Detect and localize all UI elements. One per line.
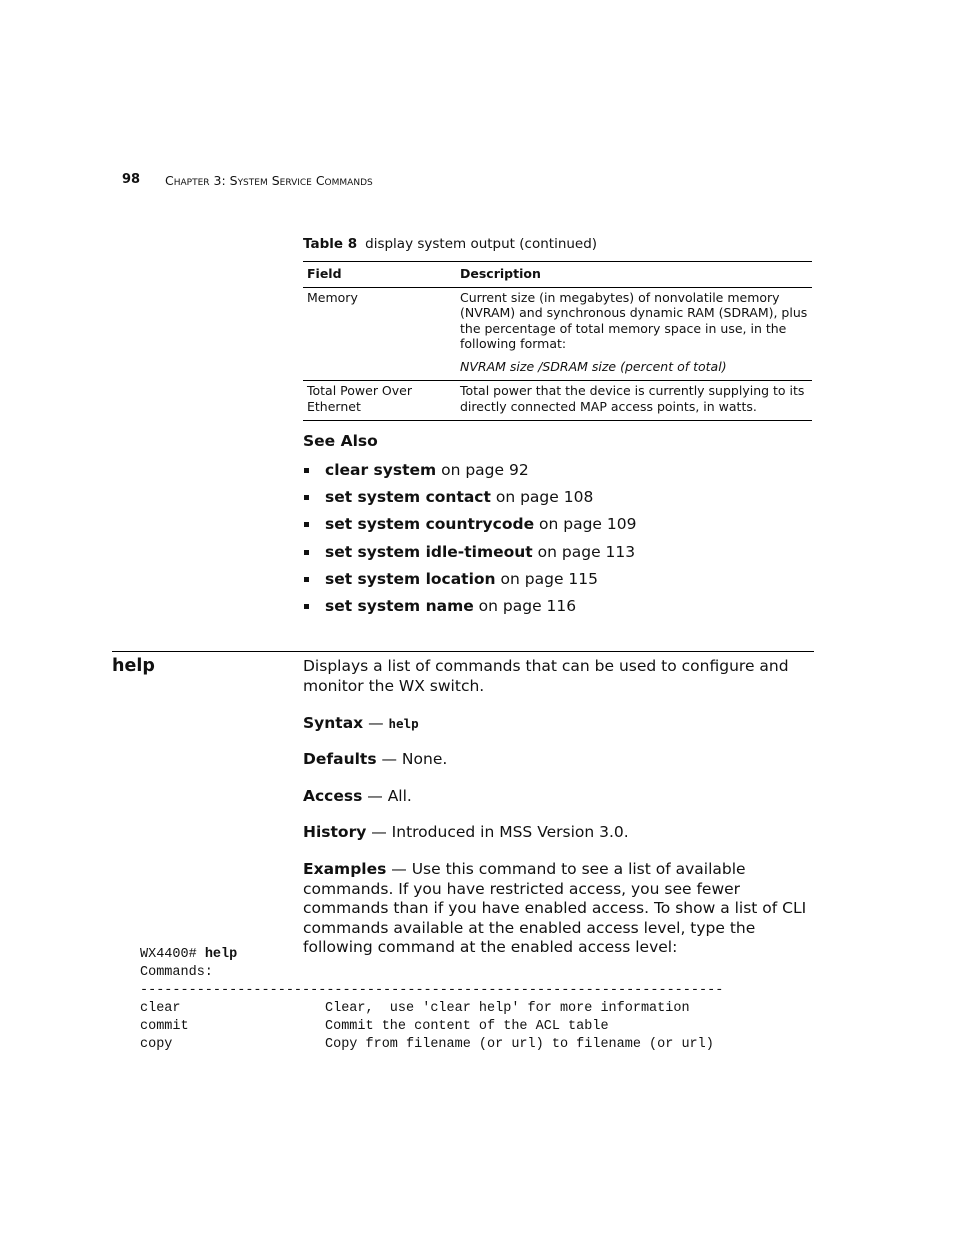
see-also-page-ref: on page 116	[478, 596, 577, 615]
see-also-page-ref: on page 113	[537, 542, 636, 561]
defaults-label: Defaults	[303, 750, 377, 768]
access-text: — All.	[362, 787, 412, 805]
see-also-command-link[interactable]: set system contact	[325, 488, 491, 507]
list-item	[303, 514, 636, 541]
code-cmd-name: commit	[140, 1019, 189, 1034]
table-cell-description	[456, 381, 812, 421]
code-cmd-name: copy	[140, 1037, 173, 1052]
code-example	[140, 946, 723, 1054]
code-line-prompt	[140, 946, 723, 964]
access-label: Access	[303, 787, 363, 805]
see-also-page-ref: on page 92	[441, 461, 529, 479]
column-header-description: Description	[456, 262, 812, 288]
syntax-separator: —	[363, 714, 389, 732]
see-also-command-link[interactable]: set system countrycode	[325, 515, 535, 534]
examples-paragraph	[303, 860, 815, 958]
code-cmd-desc: Clear, use 'clear help' for more information	[325, 1001, 690, 1016]
table-header-row	[303, 262, 812, 288]
table-cell-field: Memory	[303, 287, 456, 381]
poe-description: Total power that the device is currently supplying to its directly connected MAP access points, in watts.	[460, 383, 805, 414]
syntax-line	[303, 714, 815, 734]
memory-format: NVRAM size /SDRAM size (percent of total)	[460, 358, 727, 374]
list-item	[303, 460, 636, 487]
bullet-icon	[304, 577, 309, 582]
see-also-command-link[interactable]: set system name	[325, 596, 474, 615]
chapter-title	[165, 173, 373, 188]
code-row	[140, 1018, 723, 1036]
memory-description: Current size (in megabytes) of nonvolatile memory (NVRAM) and synchronous dynamic RAM (SDRAM), plus the percentage of total memory space in use, in the following format:	[460, 289, 808, 351]
see-also-page-ref: on page 108	[495, 488, 594, 507]
examples-text: — Use this command to see a list of available commands. If you have restricted access, you see fewer commands than if you have enabled access. To show a list of CLI commands available at the enabled access level, type the following command at the enabled access level:	[303, 860, 807, 956]
code-cmd-desc: Commit the content of the ACL table	[325, 1019, 609, 1034]
section-description: Displays a list of commands that can be used to configure and monitor the WX switch.	[303, 657, 789, 695]
display-system-table	[303, 261, 812, 421]
bullet-icon	[304, 550, 309, 555]
chapter-title-text: Chapter 3: System Service Commands	[165, 173, 373, 188]
list-item	[303, 569, 636, 596]
code-row	[140, 1000, 723, 1018]
bullet-icon	[304, 468, 309, 473]
table-caption-label: Table 8	[303, 236, 358, 252]
page-number: 98	[122, 172, 141, 187]
access-line	[303, 787, 815, 807]
code-cmd-name: clear	[140, 1001, 181, 1016]
section-heading: help	[112, 656, 155, 676]
syntax-value: help	[388, 716, 419, 731]
defaults-text: — None.	[376, 750, 448, 768]
see-also-command-link[interactable]: set system location	[325, 569, 496, 588]
history-text: — Introduced in MSS Version 3.0.	[366, 823, 629, 841]
syntax-label: Syntax	[303, 714, 364, 732]
bullet-icon	[304, 604, 309, 609]
table-row	[303, 287, 812, 381]
section-divider	[112, 651, 814, 652]
table-caption-text: display system output (continued)	[365, 236, 598, 252]
code-command: help	[204, 947, 238, 962]
list-item	[303, 596, 636, 623]
see-also-command-link[interactable]: set system idle-timeout	[325, 542, 533, 561]
table-cell-field: Total Power Over Ethernet	[303, 381, 456, 421]
bullet-icon	[304, 495, 309, 500]
see-also-page-ref: on page 109	[539, 515, 637, 534]
code-row	[140, 1036, 723, 1054]
defaults-line	[303, 750, 815, 770]
list-item	[303, 487, 636, 514]
code-prompt: WX4400#	[140, 947, 205, 962]
see-also-list	[303, 460, 636, 623]
column-header-field: Field	[303, 262, 456, 288]
examples-label: Examples	[303, 860, 387, 878]
code-line-commands: Commands:	[140, 965, 213, 980]
table-cell-description	[456, 287, 812, 381]
history-line	[303, 823, 815, 843]
see-also-command-link[interactable]: clear system	[325, 461, 437, 479]
see-also-page-ref: on page 115	[500, 569, 598, 588]
code-separator: ------------------------------------------------------------------------	[140, 983, 724, 998]
bullet-icon	[304, 522, 309, 527]
history-label: History	[303, 823, 367, 841]
table-caption	[303, 236, 597, 252]
code-cmd-desc: Copy from filename (or url) to filename (or url)	[325, 1037, 714, 1052]
list-item	[303, 542, 636, 569]
see-also-title: See Also	[303, 432, 378, 450]
table-row	[303, 381, 812, 421]
